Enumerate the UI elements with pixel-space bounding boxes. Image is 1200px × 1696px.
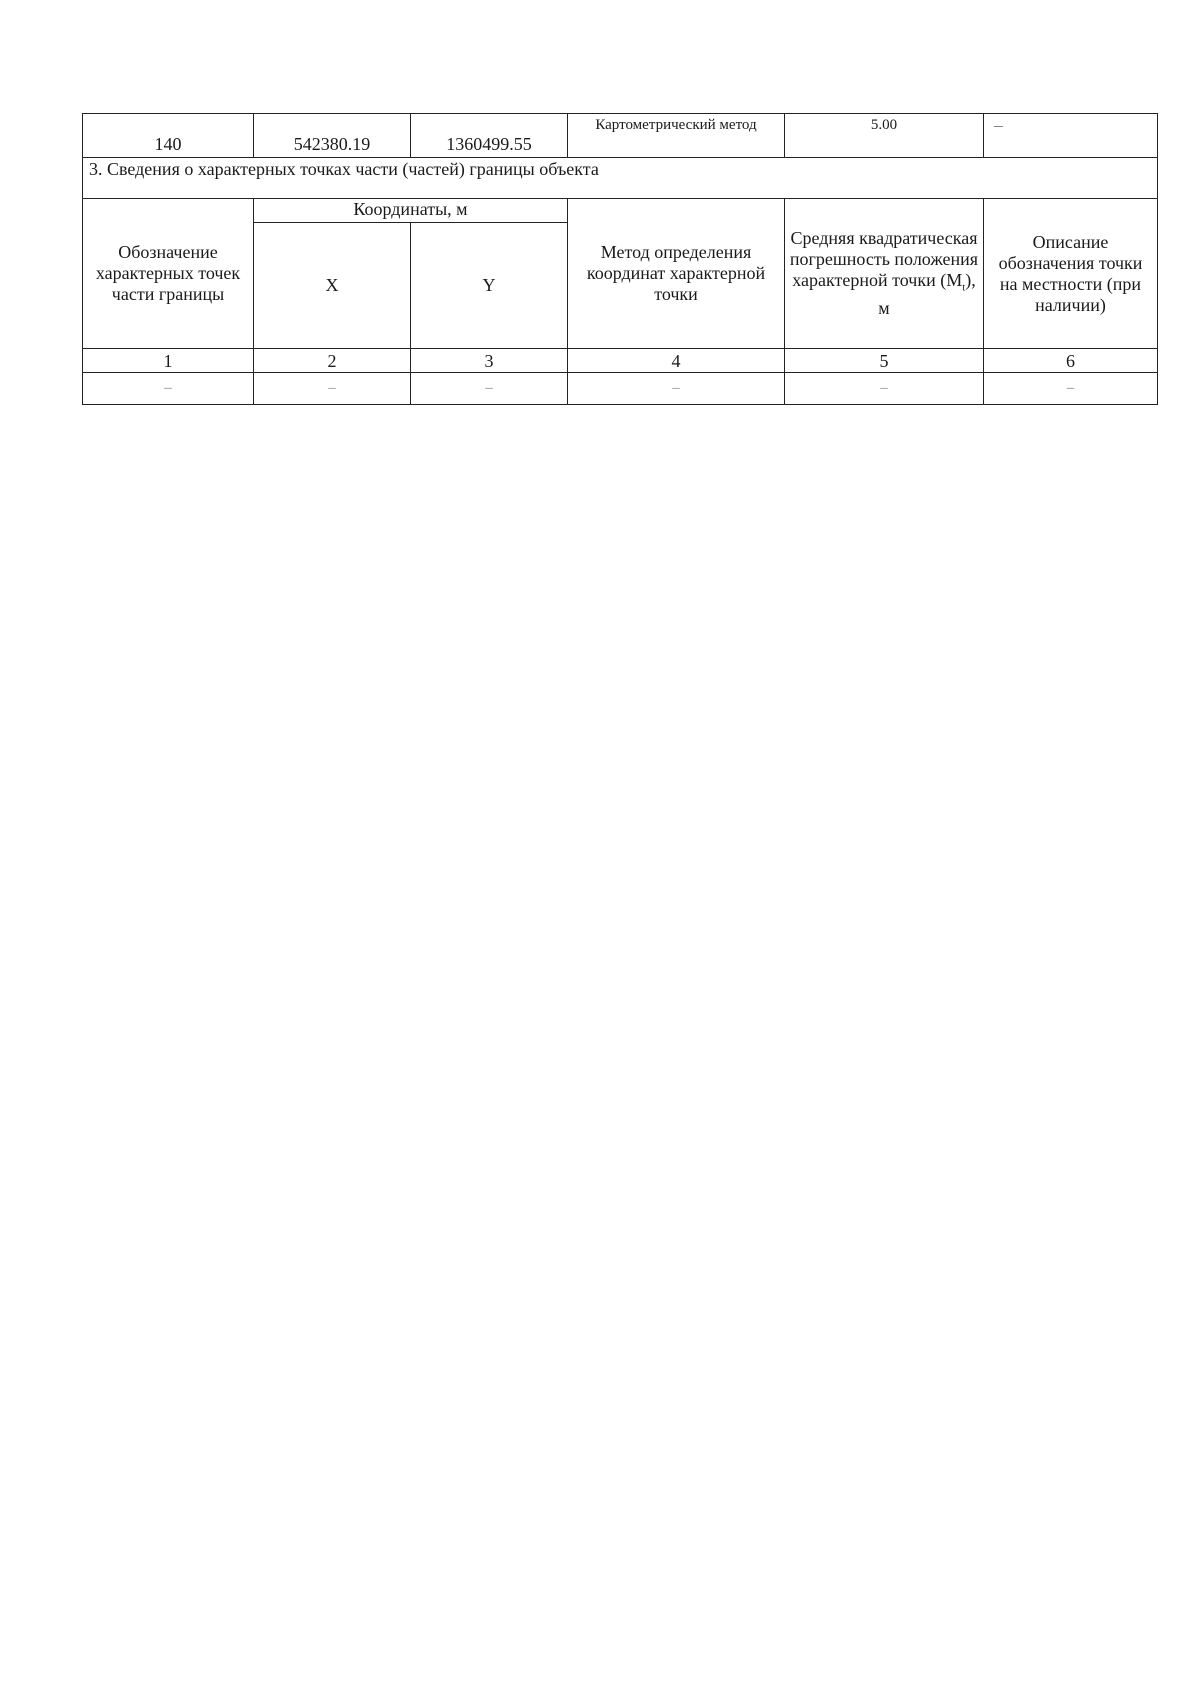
empty-cell: – [254, 373, 411, 405]
column-number: 3 [411, 349, 568, 373]
y-header: Y [411, 223, 568, 349]
table-row [83, 373, 1158, 405]
x-header: X [254, 223, 411, 349]
description-header: Описание обозначения точки на местности (при наличии) [984, 199, 1158, 349]
header-row [83, 199, 1158, 223]
error-cell: 5.00 [785, 114, 984, 158]
section-title: 3. Сведения о характерных точках части (частей) границы объекта [83, 158, 1158, 199]
column-number: 5 [785, 349, 984, 373]
section-title-row [83, 158, 1158, 199]
column-number: 2 [254, 349, 411, 373]
column-numbers-row [83, 349, 1158, 373]
description-cell: – [984, 114, 1158, 158]
table-row [83, 114, 1158, 158]
error-header: Средняя квадратическая погрешность положения характерной точки $(M_t)$, м [785, 199, 984, 349]
designation-header: Обозначение характерных точек части границы [83, 199, 254, 349]
method-header: Метод определения координат характерной точки [568, 199, 785, 349]
x-coordinate-cell: 542380.19 [254, 114, 411, 158]
boundary-points-table [82, 113, 1158, 405]
column-number: 4 [568, 349, 785, 373]
empty-cell: – [984, 373, 1158, 405]
empty-cell: – [83, 373, 254, 405]
empty-cell: – [568, 373, 785, 405]
column-number: 6 [984, 349, 1158, 373]
method-cell: Картометрический метод [568, 114, 785, 158]
empty-cell: – [411, 373, 568, 405]
column-number: 1 [83, 349, 254, 373]
coordinates-header: Координаты, м [254, 199, 568, 223]
point-number-cell: 140 [83, 114, 254, 158]
y-coordinate-cell: 1360499.55 [411, 114, 568, 158]
empty-cell: – [785, 373, 984, 405]
